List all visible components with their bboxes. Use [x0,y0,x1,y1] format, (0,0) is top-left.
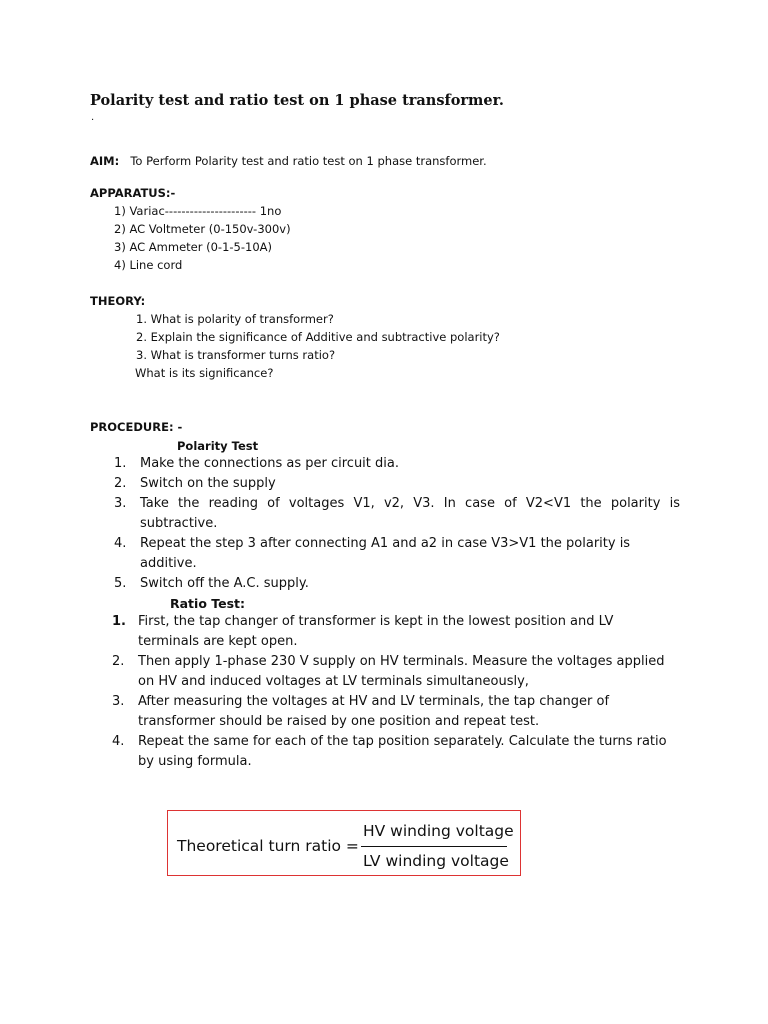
step-text: Make the connections as per circuit dia. [140,456,399,471]
aim-label: AIM: [90,154,120,168]
list-item [114,574,680,594]
theory-heading: THEORY: [90,294,146,308]
step-text: Repeat the step 3 after connecting A1 and a2 in case V3>V1 the polarity is additive. [140,536,631,571]
stray-dot: . [91,112,95,123]
step-text: First, the tap changer of transformer is kept in the lowest position and LV terminals are kept open. [138,614,614,649]
step-number: 2. [114,476,127,491]
list-item [114,474,680,494]
list-item [112,652,672,692]
apparatus-item: 2) AC Voltmeter (0-150v-300v) [114,222,291,236]
document-title: Polarity test and ratio test on 1 phase transformer. [90,92,504,109]
step-text: Switch on the supply [140,476,276,491]
list-item [112,732,672,772]
step-number: 1. [114,456,127,471]
list-item [112,612,672,652]
step-number: 4. [114,536,127,551]
theory-item: What is its significance? [135,366,274,380]
step-number: 2. [112,654,125,669]
ratio-steps [112,612,672,772]
formula-numerator: HV winding voltage [363,822,514,840]
ratio-test-heading: Ratio Test: [170,596,246,611]
apparatus-heading: APPARATUS:- [90,186,176,200]
formula-box [167,810,521,876]
apparatus-item: 1) Variac---------------------- 1no [114,204,282,218]
step-number: 3. [114,496,127,511]
fraction-bar [361,846,507,847]
list-item [114,494,680,534]
list-item [114,454,680,474]
list-item [112,692,672,732]
polarity-test-heading: Polarity Test [177,439,259,453]
step-text: Take the reading of voltages V1, v2, V3. In case of V2<V1 the polarity is subtractive. [140,496,680,531]
step-text: Then apply 1-phase 230 V supply on HV terminals. Measure the voltages applied on HV and induced voltages at LV terminals simultaneously, [138,654,665,689]
polarity-steps [114,454,680,594]
formula-denominator: LV winding voltage [363,852,509,870]
aim-section [90,150,487,169]
aim-text: To Perform Polarity test and ratio test on 1 phase transformer. [130,154,487,168]
theory-item: 2. Explain the significance of Additive and subtractive polarity? [136,330,500,344]
apparatus-item: 4) Line cord [114,258,183,272]
step-number: 3. [112,694,125,709]
list-item [114,534,680,574]
step-text: Switch off the A.C. supply. [140,576,309,591]
procedure-heading: PROCEDURE: - [90,420,183,434]
step-number: 4. [112,734,125,749]
theory-item: 3. What is transformer turns ratio? [136,348,336,362]
theory-item: 1. What is polarity of transformer? [136,312,334,326]
step-text: Repeat the same for each of the tap position separately. Calculate the turns ratio by using formula. [138,734,667,769]
step-number: 1. [112,614,126,629]
formula-lhs: Theoretical turn ratio = [177,837,359,855]
step-number: 5. [114,576,127,591]
step-text: After measuring the voltages at HV and LV terminals, the tap changer of transformer should be raised by one position and repeat test. [138,694,610,729]
apparatus-item: 3) AC Ammeter (0-1-5-10A) [114,240,272,254]
